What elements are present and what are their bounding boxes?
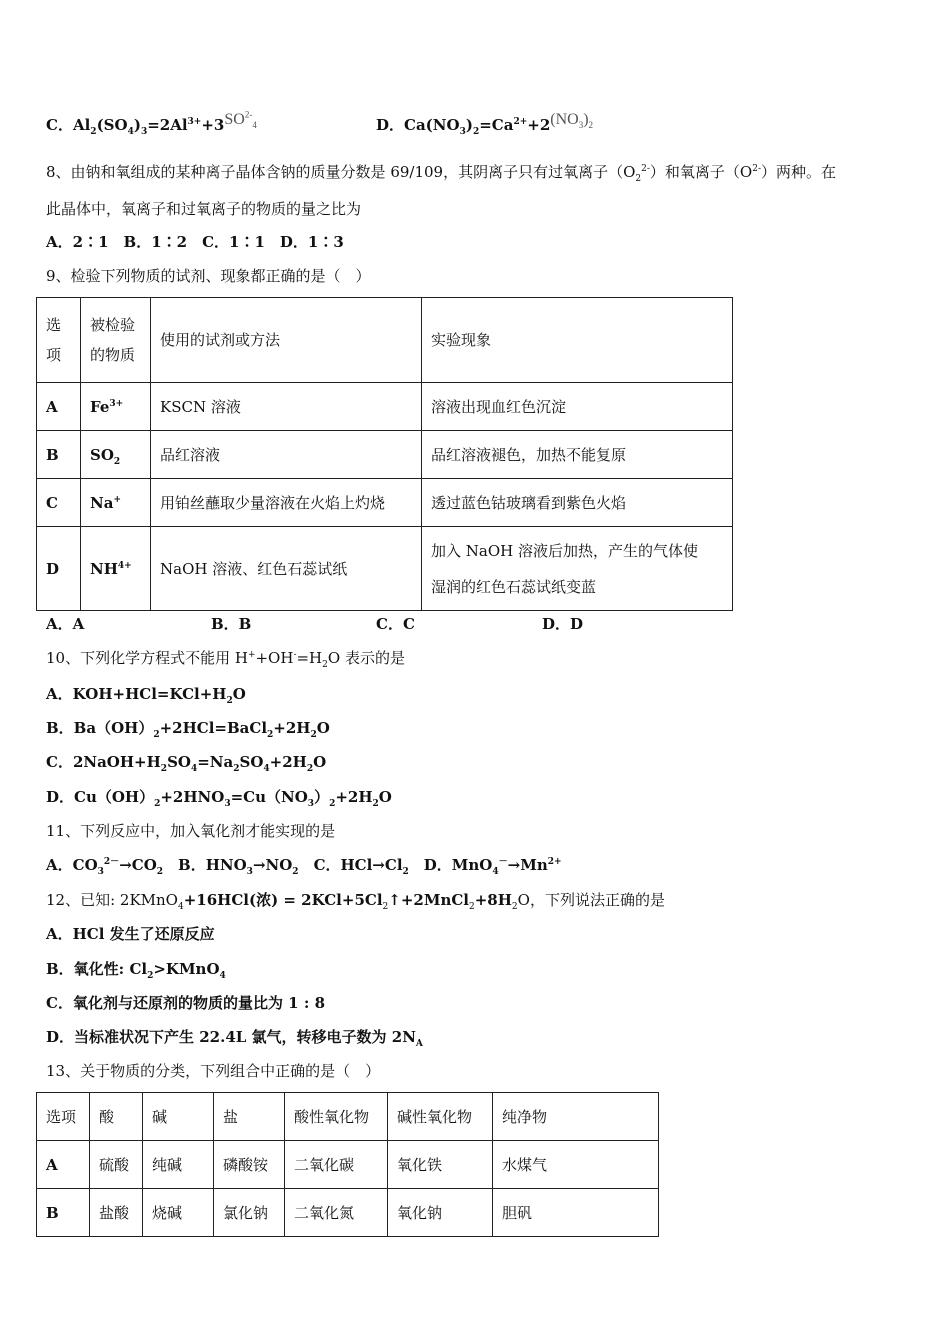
q9-stem: 9、检验下列物质的试剂、现象都正确的是（ ）: [46, 267, 371, 285]
header-reagent: 使用的试剂或方法: [151, 298, 422, 383]
q7-option-c: C．$Al_2(SO_4)_3=2Al^{3+}+3SO^{2-}_4$: [46, 109, 257, 137]
table-row: B $SO_2$ 品红溶液 品红溶液褪色，加热不能复原: [37, 431, 733, 479]
q12-option-c: C．氧化剂与还原剂的物质的量比为 1 : 8: [46, 994, 326, 1012]
q12-stem: 12、已知: 2KMnO$_4$+16HCl(浓) = $2KCl+5Cl_2↑+2MnCl_2+8H_2O$，下列说法正确的是: [46, 891, 665, 912]
table-header-row: [37, 298, 733, 383]
q9-table: [36, 297, 733, 611]
q10-stem: 10、下列化学方程式不能用 $H^++OH^-=H_2O$ 表示的是: [46, 649, 405, 670]
q8-stem-line2: 此晶体中，氧离子和过氧离子的物质的量之比为: [46, 200, 362, 218]
q12-option-d: D．当标准状况下产生 22.4L 氯气，转移电子数为 $2N_A$: [46, 1028, 423, 1049]
table-row: C Na+ 用铂丝蘸取少量溶液在火焰上灼烧 透过蓝色钴玻璃看到紫色火焰: [37, 479, 733, 527]
header-substance: 被检验 的物质: [81, 298, 151, 383]
q10-option-c: C．$2NaOH+H_2SO_4=Na_2SO_4+2H_2O$: [46, 753, 327, 774]
q9-answer-c: C．C: [376, 615, 415, 633]
q10-option-b: B．$Ba(OH)_2+2HCl=BaCl_2+2H_2O$: [46, 719, 330, 740]
q10-option-a: A．$KOH+HCl=KCl+H_2O$: [46, 685, 246, 706]
q8-stem-line1: 8、由钠和氧组成的某种离子晶体含钠的质量分数是 69/109，其阴离子只有过氧离子$(O_2^{2-})$和氧离子$(O^{2-})$两种。在: [46, 163, 837, 184]
q9-answer-d: D．D: [542, 615, 584, 633]
q12-option-b: B．氧化性: $Cl_2>KMnO_4$: [46, 960, 226, 981]
q9-answer-b: B．B: [211, 615, 252, 633]
table-header-row: 选项 酸 碱 盐 酸性氧化物 碱性氧化物 纯净物: [37, 1093, 659, 1141]
q13-table: [36, 1092, 659, 1237]
table-row: A 硫酸 纯碱 磷酸铵 二氧化碳 氧化铁 水煤气: [37, 1141, 659, 1189]
header-option: 选 项: [37, 298, 81, 383]
q7-option-d: D．$Ca(NO_3)_2=Ca^{2+}+2(NO_3)_2$: [376, 111, 594, 137]
q9-answer-a: A．A: [46, 615, 85, 633]
q11-options: A．$CO_3^{2-}\to CO_2$ B．$HNO_3\to NO_2$ C．$HCl\to Cl_2$ D．$MnO_4^-\to Mn^{2+}$: [46, 856, 562, 877]
table-row: A $Fe^{3+}$ KSCN 溶液 溶液出现血红色沉淀: [37, 383, 733, 431]
table-row: D $NH^{4+}$ NaOH 溶液、红色石蕊试纸 加入 NaOH 溶液后加热，产生的气体使 湿润的红色石蕊试纸变蓝: [37, 527, 733, 611]
table-row: B 盐酸 烧碱 氯化钠 二氧化氮 氧化钠 胆矾: [37, 1189, 659, 1237]
q13-stem: 13、关于物质的分类，下列组合中正确的是（ ）: [46, 1062, 381, 1080]
q11-stem: 11、下列反应中，加入氧化剂才能实现的是: [46, 822, 336, 840]
sulfate-ion-image: $SO^{2-}_4$: [224, 109, 257, 131]
nitrate-ion-image: $(NO_3)_2$: [550, 111, 594, 131]
header-phenomenon: 实验现象: [422, 298, 733, 383]
q8-options: A．2∶1 B．1∶2 C．1∶1 D．1∶3: [46, 233, 344, 251]
q10-option-d: D．$Cu(OH)_2+2HNO_3=Cu(NO_3)_2+2H_2O$: [46, 788, 392, 809]
q12-option-a: A．HCl 发生了还原反应: [46, 925, 215, 943]
